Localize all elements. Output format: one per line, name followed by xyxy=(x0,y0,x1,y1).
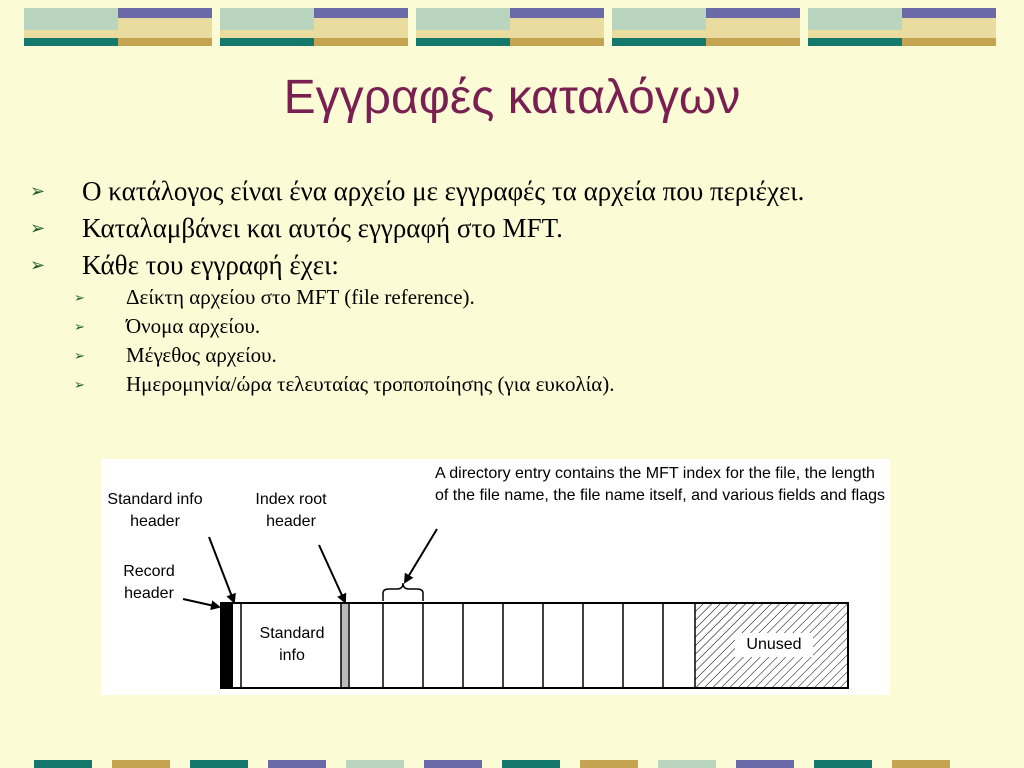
sub-bullet-text: Δείκτη αρχείου στο MFT (file reference). xyxy=(126,285,475,309)
entry-brace xyxy=(383,583,423,601)
sub-bullet-arrow-icon: ➢ xyxy=(74,348,85,363)
sub-bullet-text: Ημερομηνία/ώρα τελευταίας τροποποίησης (για ευκολία). xyxy=(126,372,615,396)
sub-bullet-item xyxy=(30,370,992,399)
standard-info-label: Standard info xyxy=(259,625,325,664)
top-decorative-band xyxy=(24,8,1000,46)
band-segment xyxy=(580,760,638,768)
bullet-arrow-icon: ➢ xyxy=(30,181,46,201)
directory-entry-note: A directory entry contains the MFT index for the file, the length of the file name, the file name itself, and various fields and flags xyxy=(435,465,886,504)
sub-bullet-item xyxy=(30,283,992,312)
unused-label: Unused xyxy=(746,636,802,653)
band-tile xyxy=(416,8,604,46)
bullet-arrow-icon: ➢ xyxy=(30,218,46,238)
bullet-text: Καταλαμβάνει και αυτός εγγραφή στο MFT. xyxy=(82,213,563,243)
sub-bullet-item xyxy=(30,312,992,341)
sub-bullet-arrow-icon: ➢ xyxy=(74,319,85,334)
band-tile xyxy=(220,8,408,46)
bullet-arrow-icon: ➢ xyxy=(30,255,46,275)
sub-bullet-text: Μέγεθος αρχείου. xyxy=(126,343,277,367)
band-segment xyxy=(268,760,326,768)
slide-title: Εγγραφές καταλόγων xyxy=(283,71,741,124)
band-segment xyxy=(892,760,950,768)
index-root-header-arrow xyxy=(319,545,345,602)
mft-record-diagram xyxy=(101,459,890,695)
sub-bullet-text: Όνομα αρχείου. xyxy=(126,314,261,338)
band-segment xyxy=(34,760,92,768)
bullet-item xyxy=(30,176,992,207)
band-segment xyxy=(424,760,482,768)
band-segment xyxy=(814,760,872,768)
band-tile xyxy=(24,8,212,46)
bullet-item xyxy=(30,213,992,244)
standard-info-header-label: Standard info header xyxy=(107,491,203,530)
sub-bullet-arrow-icon: ➢ xyxy=(74,290,85,305)
record-header-label: Record header xyxy=(123,563,175,602)
bullet-text: Κάθε του εγγραφή έχει: xyxy=(82,250,339,280)
band-segment xyxy=(736,760,794,768)
band-segment xyxy=(502,760,560,768)
band-segment xyxy=(658,760,716,768)
band-segment xyxy=(346,760,404,768)
index-root-header-block xyxy=(341,604,348,687)
band-segment xyxy=(190,760,248,768)
bullet-text: Ο κατάλογος είναι ένα αρχείο με εγγραφές τα αρχεία που περιέχει. xyxy=(82,176,805,206)
standard-info-header-arrow xyxy=(209,537,234,602)
bullet-item xyxy=(30,250,992,281)
band-tile xyxy=(808,8,996,46)
record-header-block xyxy=(222,604,233,687)
index-root-header-label: Index root header xyxy=(255,491,327,530)
band-tile xyxy=(612,8,800,46)
bullet-list xyxy=(30,176,992,399)
directory-entry-arrow xyxy=(405,529,437,582)
band-segment xyxy=(112,760,170,768)
bottom-decorative-band xyxy=(34,760,1024,768)
sub-bullet-arrow-icon: ➢ xyxy=(74,377,85,392)
sub-bullet-item xyxy=(30,341,992,370)
